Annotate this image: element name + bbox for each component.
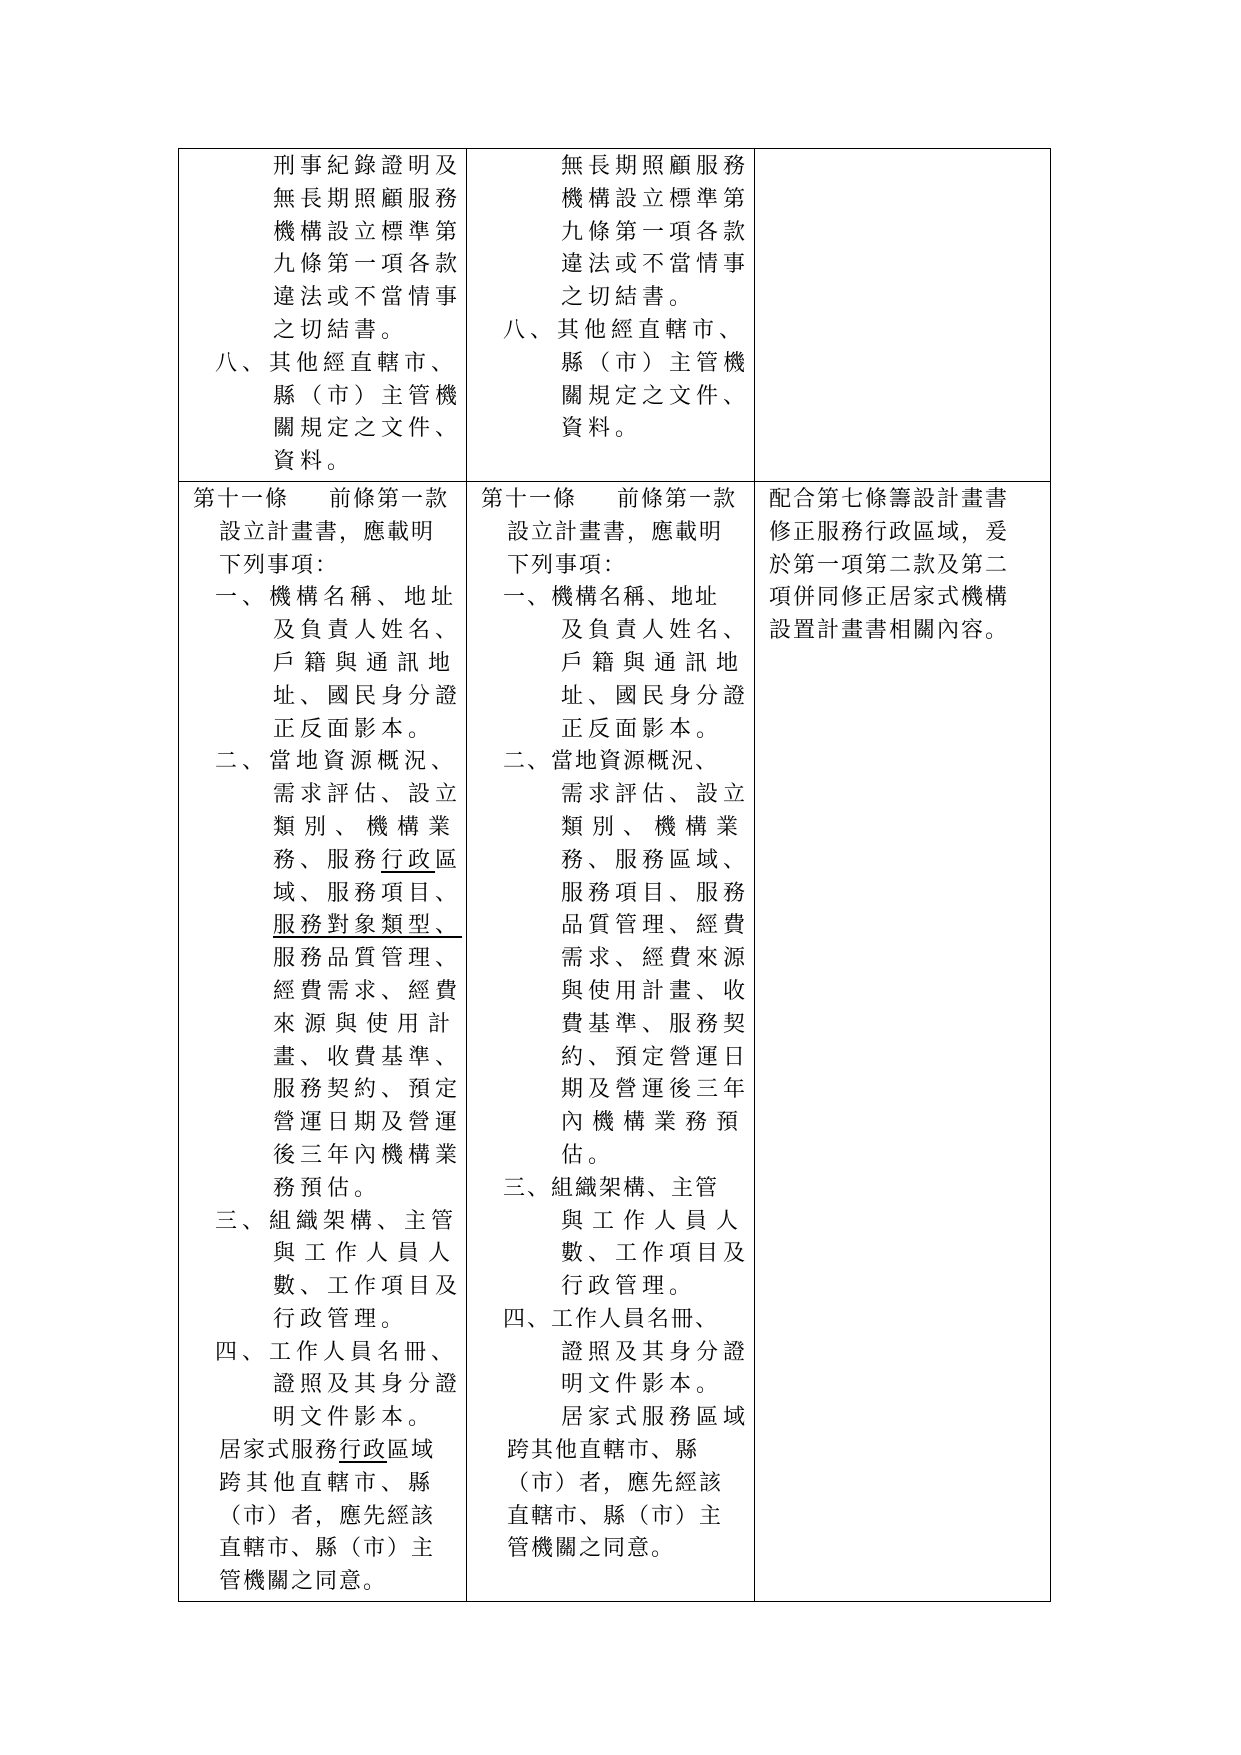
text-line: 與使用計畫、收 <box>561 978 751 1004</box>
article-number: 第十一條 <box>481 486 578 512</box>
item-line: 三、組織架構、主管 <box>503 1175 720 1201</box>
article-line <box>193 484 454 517</box>
text-line: 服務項目、服務 <box>561 880 751 906</box>
text-line: 與工作人員人 <box>561 1208 748 1234</box>
text-line: 縣（市）主管機 <box>561 350 751 376</box>
text-line: 及負責人姓名、 <box>561 618 751 644</box>
text-line: 估。 <box>561 1142 616 1168</box>
item-line: 一、機構名稱、地址 <box>215 585 459 611</box>
text-line: 之切結書。 <box>273 317 409 343</box>
text-line: 明文件影本。 <box>561 1372 724 1398</box>
text-line: 關規定之文件、 <box>273 416 463 442</box>
text-line <box>193 910 463 943</box>
comparison-table <box>178 148 1051 1602</box>
article-head: 前條第一款 <box>617 486 738 512</box>
text-line: 之切結書。 <box>561 285 697 311</box>
text-line: 直轄市、縣（市）主 <box>219 1536 436 1562</box>
text-line: 縣（市）主管機 <box>273 383 463 409</box>
text-line: 無長期照顧服務 <box>273 186 463 212</box>
text-line: 機構設立標準第 <box>561 186 751 212</box>
text-line: 戶籍與通訊地 <box>273 650 460 676</box>
text-line: 下列事項： <box>507 552 628 578</box>
text-line: 類別、機構業 <box>561 814 748 840</box>
article-line <box>481 484 742 517</box>
text-line: 服務品質管理、 <box>273 946 463 972</box>
item-line: 四、工作人員名冊、 <box>215 1339 459 1365</box>
item-line: 一、機構名稱、地址 <box>503 585 720 611</box>
text-line: 戶籍與通訊地 <box>561 650 748 676</box>
text-line: 數、工作項目及 <box>273 1274 463 1300</box>
article-head: 前條第一款 <box>329 486 450 512</box>
text-line: 址、國民身分證 <box>273 683 463 709</box>
text-line: （市）者，應先經該 <box>219 1503 436 1529</box>
note-line: 修正服務行政區域，爰 <box>769 519 1010 545</box>
text-line: 管機關之同意。 <box>507 1536 676 1562</box>
item-line: 八、其他經直轄市、 <box>215 350 459 376</box>
text-line: 類別、機構業 <box>273 814 460 840</box>
text-line: 品質管理、經費 <box>561 913 751 939</box>
text-line: 內機構業務預 <box>561 1110 748 1136</box>
article-number: 第十一條 <box>193 486 290 512</box>
text-line: 畫、收費基準、 <box>273 1044 463 1070</box>
text-line: 及負責人姓名、 <box>273 618 463 644</box>
item-line: 二、當地資源概況、 <box>503 749 720 775</box>
text-line: 設立計畫書，應載明 <box>507 519 724 545</box>
underlined-text: 服務對象類型、 <box>273 913 463 939</box>
text-line: 後三年內機構業 <box>273 1142 463 1168</box>
current-cell <box>467 149 755 482</box>
text-line: 違法或不當情事 <box>273 285 463 311</box>
text-line: 居家式服務區域 <box>561 1405 751 1431</box>
text-line: 需求評估、設立 <box>561 782 751 808</box>
item-line: 三、組織架構、主管 <box>215 1208 459 1234</box>
text-line: 域、服務項目、 <box>273 880 463 906</box>
text-line: 與工作人員人 <box>273 1241 460 1267</box>
note-line: 配合第七條籌設計畫書 <box>769 486 1010 512</box>
text-line: 服務契約、預定 <box>273 1077 463 1103</box>
text-line: 正反面影本。 <box>561 716 724 742</box>
item-line: 四、工作人員名冊、 <box>503 1306 720 1332</box>
text-line: （市）者，應先經該 <box>507 1470 724 1496</box>
text-line: 務預估。 <box>273 1175 382 1201</box>
text-line: 無長期照顧服務 <box>561 154 751 179</box>
text-line: 約、預定營運日 <box>561 1044 751 1070</box>
text-line: 需求評估、設立 <box>273 782 463 808</box>
text-line: 跨其他直轄市、縣 <box>219 1470 436 1496</box>
text-line: 行政管理。 <box>273 1306 409 1332</box>
text-line: 居家式服務行政區域 <box>219 1438 436 1464</box>
text-line: 九條第一項各款 <box>273 252 463 278</box>
text-line: 資料。 <box>273 449 355 475</box>
text-line: 九條第一項各款 <box>561 219 751 245</box>
current-cell <box>467 481 755 1601</box>
note-line: 設置計畫書相關內容。 <box>769 618 1010 644</box>
text-line: 明文件影本。 <box>273 1405 436 1431</box>
underlined-text: 行政 <box>381 847 436 873</box>
item-line: 二、當地資源概況、 <box>215 749 459 775</box>
text-line: 資料。 <box>561 416 643 442</box>
text-line: 違法或不當情事 <box>561 252 751 278</box>
text-line: 證照及其身分證 <box>561 1339 751 1365</box>
note-cell <box>755 481 1051 1601</box>
text-line: 機構設立標準第 <box>273 219 463 245</box>
text-line: 數、工作項目及 <box>561 1241 751 1267</box>
text-line: 設立計畫書，應載明 <box>219 519 436 545</box>
amended-cell <box>179 149 467 482</box>
table-row <box>179 149 1051 482</box>
text-line: 需求、經費來源 <box>561 946 751 972</box>
text-line: 跨其他直轄市、縣 <box>507 1438 700 1464</box>
text-line: 期及營運後三年 <box>561 1077 751 1103</box>
text-line: 營運日期及營運 <box>273 1110 463 1136</box>
text-line: 正反面影本。 <box>273 716 436 742</box>
text-line: 務、服務區域、 <box>561 847 751 873</box>
text-line: 刑事紀錄證明及 <box>273 154 463 179</box>
note-cell <box>755 149 1051 482</box>
amended-cell <box>179 481 467 1601</box>
table-row <box>179 481 1051 1601</box>
text-line: 管機關之同意。 <box>219 1569 388 1595</box>
text-line: 務、服務行政區 <box>273 847 463 873</box>
note-line: 於第一項第二款及第二 <box>769 552 1010 578</box>
text-line: 經費需求、經費 <box>273 978 463 1004</box>
text-line: 下列事項： <box>219 552 340 578</box>
text-line: 直轄市、縣（市）主 <box>507 1503 724 1529</box>
item-line: 八、其他經直轄市、 <box>503 317 747 343</box>
text-line: 行政管理。 <box>561 1274 697 1300</box>
text-line: 費基準、服務契 <box>561 1011 751 1037</box>
text-line: 來源與使用計 <box>273 1011 460 1037</box>
note-line: 項併同修正居家式機構 <box>769 585 1010 611</box>
underlined-text: 行政 <box>339 1438 388 1464</box>
text-line: 證照及其身分證 <box>273 1372 463 1398</box>
text-line: 關規定之文件、 <box>561 383 751 409</box>
text-line: 址、國民身分證 <box>561 683 751 709</box>
